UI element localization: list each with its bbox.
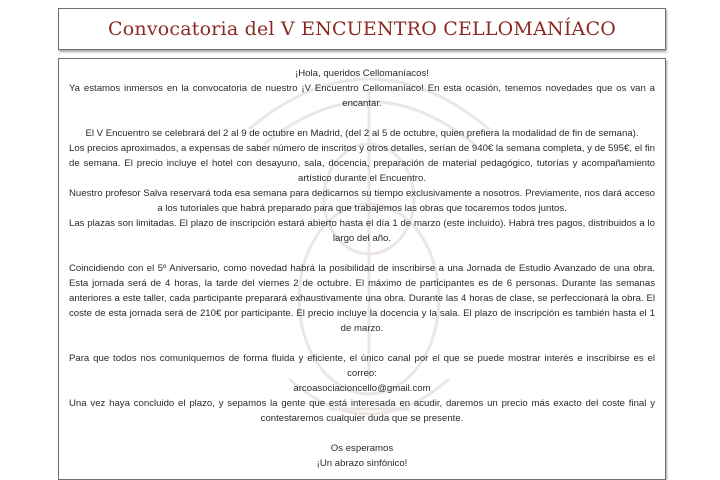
anniversary-paragraph: Coincidiendo con el 5º Aniversario, como novedad habrá la posibilidad de inscribirse a una Jornada de Estudio Avanzado de una obra. Esta jornada será de 4 horas, la tarde del viernes 2 de octubre. El máximo de participantes es de 6 personas. Durante las semanas anteriores a este taller, cada participante preparará exhaustivamente una obra. Durante las 4 horas de clase, se perfeccionará la obra. El coste de esta jornada será de 210€ por participante. El precio incluye la docencia y la sala. El plazo de inscripción es también hasta el 1 de marzo. (69, 263, 655, 334)
prices-paragraph: Los precios aproximados, a expensas de saber número de inscritos y otros detalles, serían de 940€ la semana completa, y de 595€, el fin de semana. El precio incluye el hotel con desayuno, sala, docencia, preparación de material pedagógico, tutorías y acompañamiento artístico durante el Encuentro. (69, 143, 655, 184)
farewell-line-1: Os esperamos (330, 443, 394, 454)
farewell-line-2: ¡Un abrazo sinfónico! (316, 458, 408, 469)
contact-paragraph: Para que todos nos comuniquemos de forma fluida y eficiente, el único canal por el que se puede mostrar interés e inscribirse es el correo: (69, 353, 655, 379)
title-banner (58, 8, 666, 50)
closing-paragraph: Una vez haya concluido el plazo, y sepamos la gente que está interesada en acudir, daremos un precio más exacto del coste final y contestaremos cualquier duda que se presente. (69, 398, 655, 424)
letter-panel (58, 58, 666, 480)
email-link[interactable]: arcoasociacioncello@gmail.com (293, 383, 431, 394)
dates-paragraph: El V Encuentro se celebrará del 2 al 9 de octubre en Madrid, (del 2 al 5 de octubre, quien prefiera la modalidad de fin de semana). (85, 128, 639, 139)
letter-body (59, 59, 665, 471)
page-title: Convocatoria del V ENCUENTRO CELLOMANÍACO (108, 18, 616, 40)
intro-paragraph: Ya estamos inmersos en la convocatoria de nuestro ¡V Encuentro Cellomaníaco! En esta ocasión, tenemos novedades que os van a encantar. (69, 83, 655, 109)
greeting: ¡Hola, queridos Cellomaníacos! (295, 68, 429, 79)
teacher-paragraph: Nuestro profesor Salva reservará toda esa semana para dedicarnos su tiempo exclusivamente a nosotros. Previamente, nos dará acceso a los tutoriales que habrá preparado para que trabajemos las obras que tocaremos todos juntos. (69, 188, 655, 214)
places-paragraph: Las plazas son limitadas. El plazo de inscripción estará abierto hasta el día 1 de marzo (este incluido). Habrá tres pagos, distribuidos a lo largo del año. (69, 218, 655, 244)
